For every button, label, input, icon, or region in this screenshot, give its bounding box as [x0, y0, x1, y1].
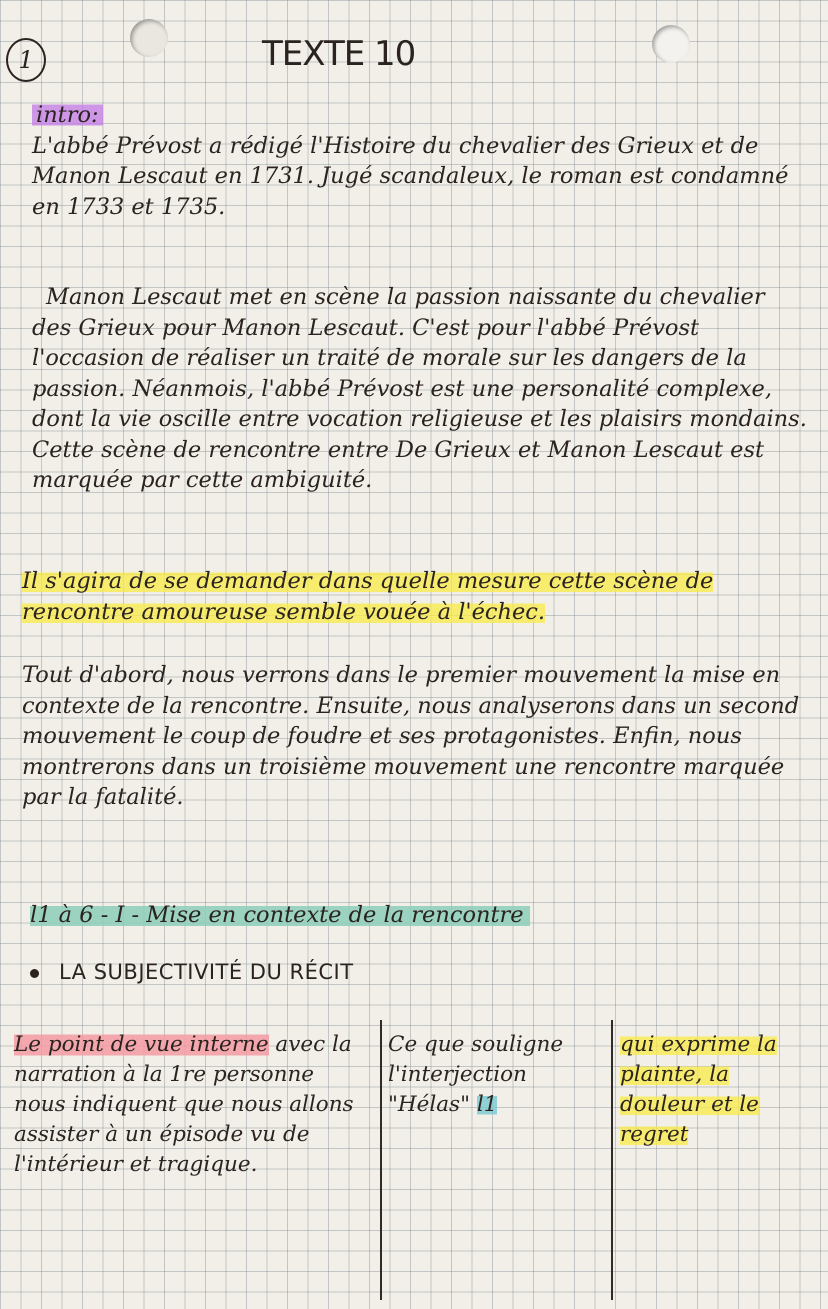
bullet-heading-line: [30, 960, 354, 984]
section-heading: l1 à 6 - I - Mise en contexte de la rencontre: [30, 902, 530, 928]
page-title: TEXTE 10: [262, 34, 416, 74]
bullet-icon: [30, 969, 39, 978]
binder-hole-left: [130, 19, 168, 57]
table-column-1: [14, 1030, 369, 1180]
intro-text: L'abbé Prévost a rédigé l'Histoire du chevalier des Grieux et de Manon Lescaut en 1731. Jugé scandaleux, le roman est condamné en 1733 et 1735.: [32, 132, 789, 220]
binder-hole-right: [652, 25, 690, 63]
problematique-paragraph: [22, 566, 782, 627]
plan-paragraph: Tout d'abord, nous verrons dans le premier mouvement la mise en contexte de la rencontre. Ensuite, nous analyserons dans un second mouvement le coup de foudre et ses protagonistes. Enfin, nous montrerons dans un troisième mouvement une rencontre marquée par la fatalité.: [22, 662, 800, 810]
col1-text: avec la narration à la 1re personne nous indiquent que nous allons assister à un épisode vu de l'intérieur et tragique.: [14, 1032, 354, 1177]
section-heading-line: [30, 900, 750, 931]
page-number: 1: [6, 38, 46, 82]
context-paragraph: Manon Lescaut met en scène la passion naissante du chevalier des Grieux pour Manon Lescaut. C'est pour l'abbé Prévost l'occasion de réaliser un traité de morale sur les dangers de la passion. Néanmois, l'abbé Prévost est une personalité complexe, dont la vie oscille entre vocation religieuse et les plaisirs mondains. Cette scène de rencontre entre De Grieux et Manon Lescaut est marquée par cette ambiguité.: [32, 284, 807, 493]
table-divider-2: [611, 1020, 613, 1300]
col3-text: qui exprime la plainte, la douleur et le regret: [620, 1032, 777, 1147]
table-column-3: [620, 1030, 820, 1150]
problematique-text: Il s'agira de se demander dans quelle mesure cette scène de rencontre amoureuse semble vouée à l'échec.: [22, 568, 714, 625]
bullet-heading: LA SUBJECTIVITÉ DU RÉCIT: [59, 960, 354, 984]
table-divider-1: [380, 1020, 382, 1300]
intro-label: intro:: [32, 102, 103, 128]
table-column-2: [388, 1030, 606, 1120]
col2-text: Ce que souligne l'interjection "Hélas": [388, 1032, 564, 1117]
intro-block: [32, 100, 802, 222]
col2-line-ref: l1: [476, 1092, 498, 1117]
col1-highlight: Le point de vue interne: [14, 1032, 269, 1057]
